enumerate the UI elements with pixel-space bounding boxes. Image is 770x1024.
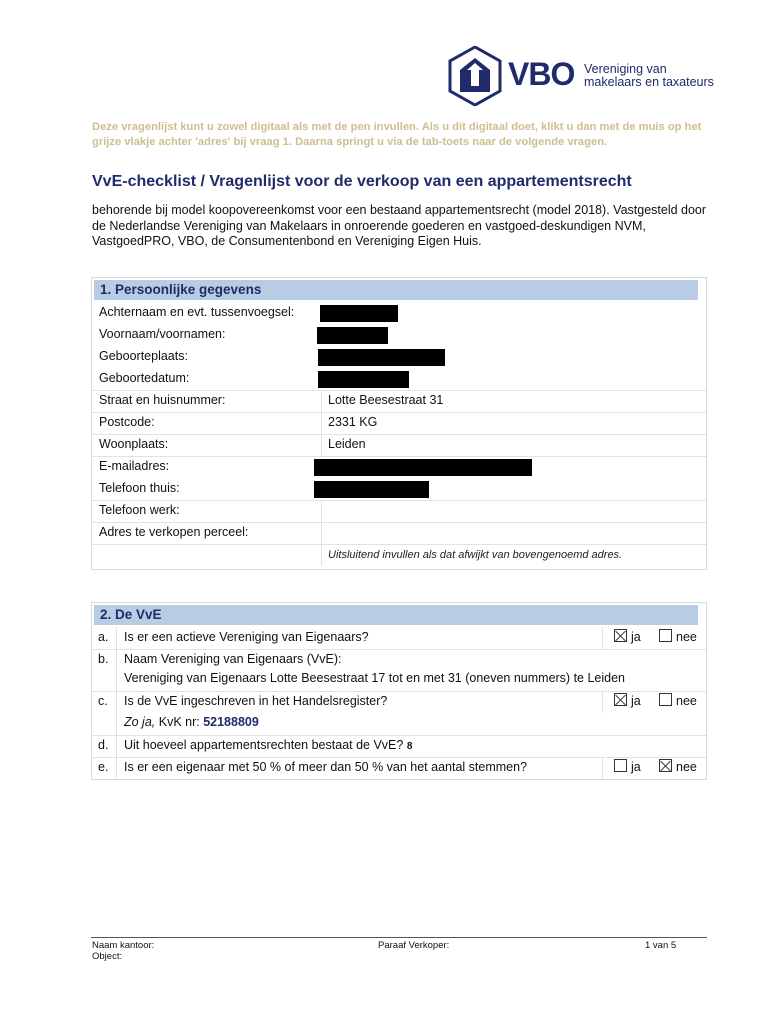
row-city: Woonplaats: Leiden xyxy=(92,434,706,456)
logo-tagline: Vereniging van makelaars en taxateurs xyxy=(584,62,714,89)
row-phone-home: Telefoon thuis: xyxy=(92,478,706,500)
checkbox-ja-checked[interactable] xyxy=(614,629,627,642)
row-street: Straat en huisnummer: Lotte Beesestraat 31 xyxy=(92,390,706,412)
footer-divider xyxy=(91,937,707,938)
row-birthplace: Geboorteplaats: xyxy=(92,346,706,368)
redacted-value xyxy=(320,305,398,322)
logo-wordmark: VBO xyxy=(508,56,575,92)
row-phone-work: Telefoon werk: xyxy=(92,500,706,522)
question-a: a. Is er een actieve Vereniging van Eigenaars? ja nee xyxy=(92,627,706,649)
house-hexagon-icon xyxy=(448,46,502,106)
vbo-logo xyxy=(448,46,718,106)
intro-instructions: Deze vragenlijst kunt u zowel digitaal als met de pen invullen. Als u dit digitaal doet, klikt u dan met de muis op het grijze vlakje achter 'adres' bij vraag 1. Daarna springt u via de tab-toets naar de volgende vragen. xyxy=(92,121,702,148)
redacted-value xyxy=(314,459,532,476)
footer-page-number: 1 van 5 xyxy=(645,940,677,951)
question-c: c. Is de VvE ingeschreven in het Handelsregister? ja nee Zo ja, KvK nr: 52188809 xyxy=(92,691,706,735)
section-heading: 2. De VvE xyxy=(94,605,698,625)
checkbox-nee[interactable] xyxy=(659,693,672,706)
postcode-value[interactable]: 2331 KG xyxy=(328,415,378,429)
checkbox-nee[interactable] xyxy=(659,629,672,642)
street-value[interactable]: Lotte Beesestraat 31 xyxy=(328,393,444,407)
section-personal-details xyxy=(91,277,707,570)
apartment-count[interactable]: 8 xyxy=(406,741,413,752)
checkbox-nee-checked[interactable] xyxy=(659,759,672,772)
footer-initials: Paraaf Verkoper: xyxy=(378,940,450,951)
question-e: e. Is er een eigenaar met 50 % of meer dan 50 % van het aantal stemmen? ja nee xyxy=(92,757,706,779)
redacted-value xyxy=(314,481,429,498)
vve-name-value[interactable]: Vereniging van Eigenaars Lotte Beesestraat 17 tot en met 31 (oneven nummers) te Leiden xyxy=(124,671,626,685)
kvk-line: Zo ja, KvK nr: 52188809 xyxy=(124,715,259,729)
redacted-value xyxy=(318,349,445,366)
section-vve xyxy=(91,602,707,780)
city-value[interactable]: Leiden xyxy=(328,437,366,451)
row-birthdate: Geboortedatum: xyxy=(92,368,706,390)
question-b: b. Naam Vereniging van Eigenaars (VvE): Vereniging van Eigenaars Lotte Beesestraat 17 tot en met 31 (oneven nummers) te Leiden xyxy=(92,649,706,691)
row-address-note xyxy=(92,544,706,566)
footer-office: Naam kantoor: Object: xyxy=(92,940,155,962)
row-surname: Achternaam en evt. tussenvoegsel: xyxy=(92,302,706,324)
row-email: E-mailadres: xyxy=(92,456,706,478)
checkbox-ja[interactable] xyxy=(614,759,627,772)
checkbox-ja-checked[interactable] xyxy=(614,693,627,706)
section-heading: 1. Persoonlijke gegevens xyxy=(94,280,698,300)
address-note: Uitsluitend invullen als dat afwijkt van bovengenoemd adres. xyxy=(328,549,623,561)
question-d: d. Uit hoeveel appartementsrechten bestaat de VvE? 8 xyxy=(92,735,706,757)
kvk-number[interactable]: 52188809 xyxy=(203,715,259,729)
redacted-value xyxy=(318,371,409,388)
row-property-address: Adres te verkopen perceel: xyxy=(92,522,706,544)
page-subtitle: behorende bij model koopovereenkomst voor een bestaand appartementsrecht (model 2018). Vastgesteld door de Nederlandse Vereniging van Makelaars in onroerende goederen en vastgoed-deskundigen NVM, VastgoedPRO, VBO, de Consumentenbond en Vereniging Eigen Huis. xyxy=(92,203,707,248)
row-first-names: Voornaam/voornamen: xyxy=(92,324,706,346)
redacted-value xyxy=(317,327,388,344)
page-title: VvE-checklist / Vragenlijst voor de verkoop van een appartementsrecht xyxy=(92,173,632,190)
row-postcode: Postcode: 2331 KG xyxy=(92,412,706,434)
